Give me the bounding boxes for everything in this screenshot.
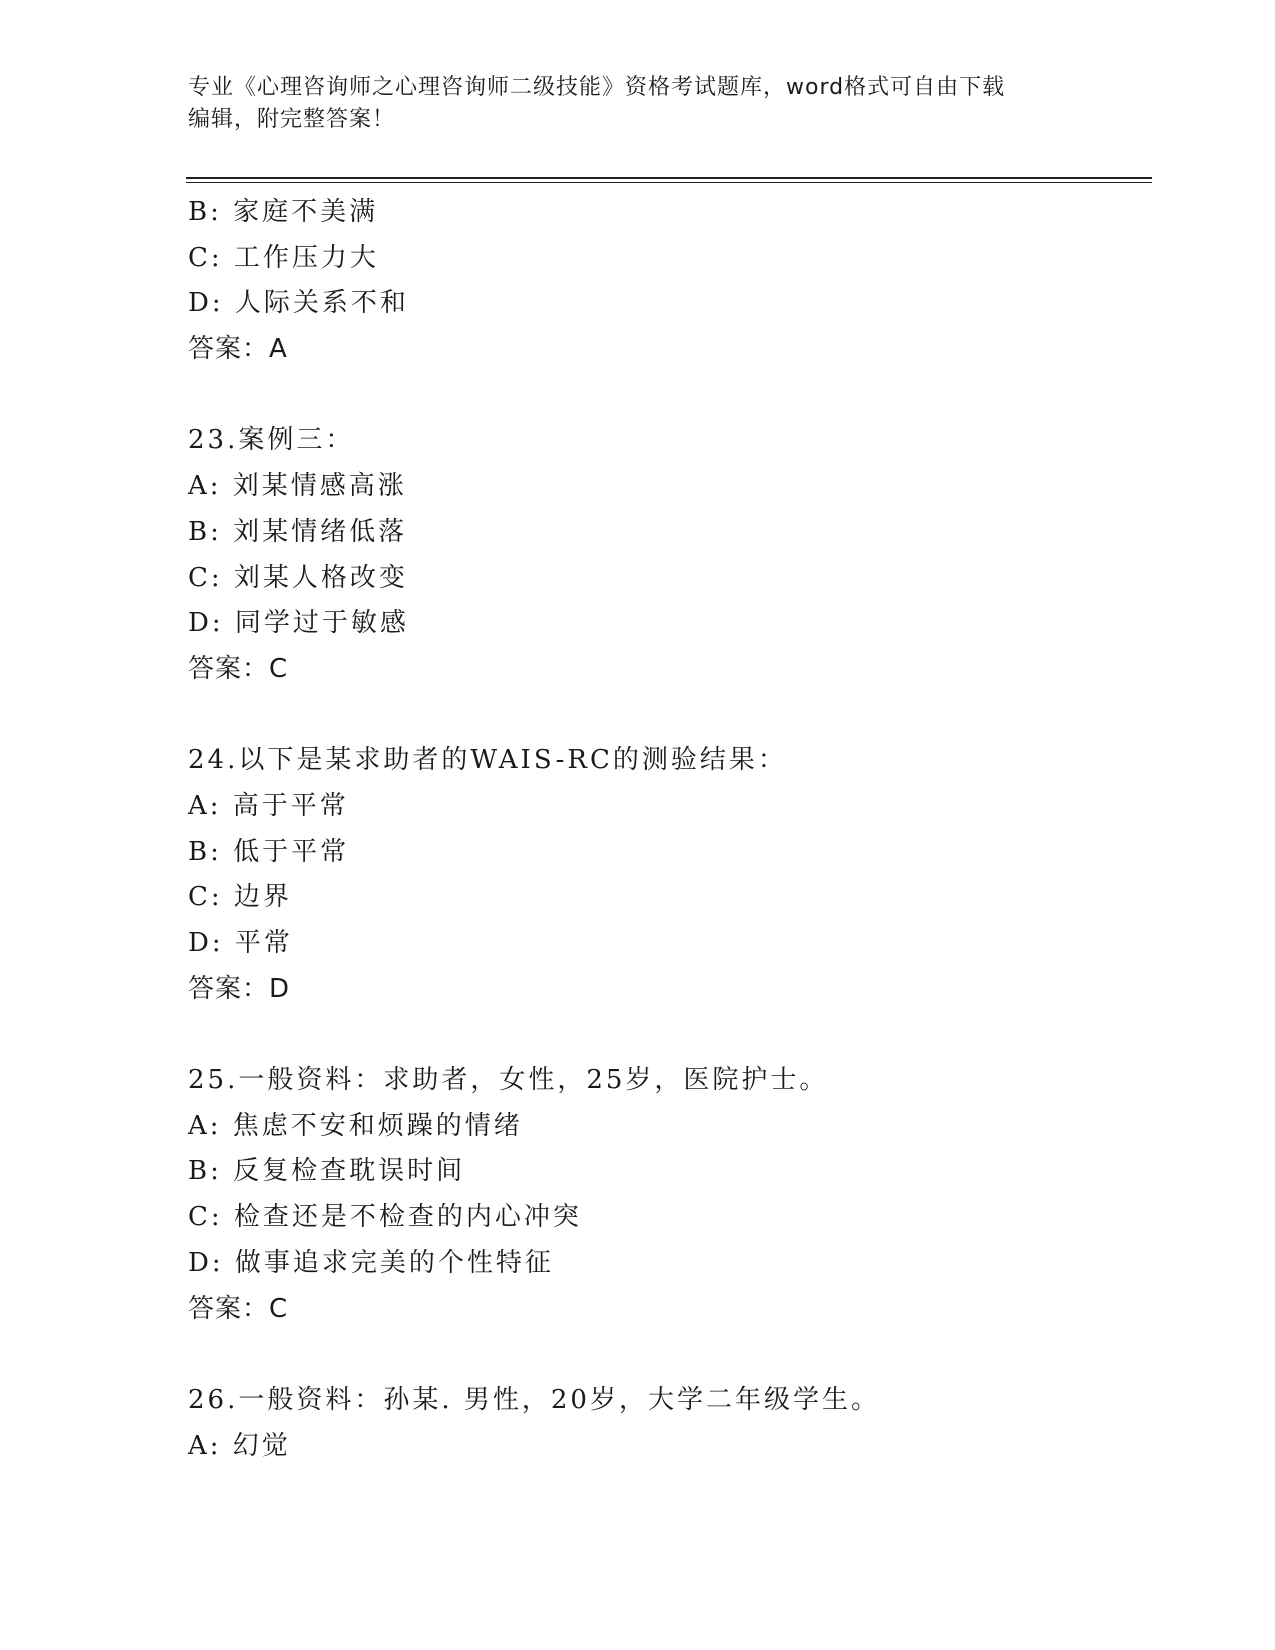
option-d: D: 同学过于敏感	[188, 608, 409, 639]
spacer	[188, 1332, 1148, 1378]
header-divider-thin	[186, 182, 1152, 183]
option-d: D: 做事追求完美的个性特征	[188, 1247, 554, 1278]
question-list	[188, 190, 1148, 1469]
spacer	[188, 373, 1148, 419]
option-d: D: 平常	[188, 928, 293, 958]
option-c: C: 检查还是不检查的内心冲突	[188, 1202, 582, 1233]
document-header	[188, 72, 1088, 136]
spacer	[188, 1012, 1148, 1058]
option-b: B: 刘某情绪低落	[188, 516, 408, 547]
option-a: A: 刘某情感高涨	[188, 471, 407, 502]
answer-line: 答案：C	[188, 653, 289, 684]
option-d: D: 人际关系不和	[188, 288, 409, 319]
option-c: C: 刘某人格改变	[188, 562, 408, 593]
answer-line: 答案：C	[188, 1293, 289, 1324]
question-stem: 26.一般资料：孙某. 男性，20岁，大学二年级学生。	[188, 1384, 880, 1415]
option-b: B: 家庭不美满	[188, 197, 379, 227]
option-c: C: 边界	[188, 882, 292, 913]
header-line-2: 编辑，附完整答案！	[188, 107, 396, 132]
question-stem: 24.以下是某求助者的WAIS-RC的测验结果：	[188, 745, 787, 776]
option-c: C: 工作压力大	[188, 242, 379, 273]
answer-line: 答案：D	[188, 973, 291, 1004]
question-stem: 25.一般资料：求助者，女性，25岁，医院护士。	[188, 1065, 829, 1096]
option-a: A: 高于平常	[188, 790, 349, 821]
option-a: A: 幻觉	[188, 1430, 291, 1461]
option-b: B: 低于平常	[188, 836, 350, 867]
spacer	[188, 693, 1148, 739]
option-a: A: 焦虑不安和烦躁的情绪	[188, 1110, 523, 1141]
question-stem: 23.案例三：	[188, 425, 355, 456]
option-b: B: 反复检查耽误时间	[188, 1156, 466, 1187]
header-line-1: 专业《心理咨询师之心理咨询师二级技能》资格考试题库，word格式可自由下载	[188, 75, 1006, 100]
answer-line: 答案：A	[188, 334, 288, 365]
header-divider	[186, 177, 1152, 179]
